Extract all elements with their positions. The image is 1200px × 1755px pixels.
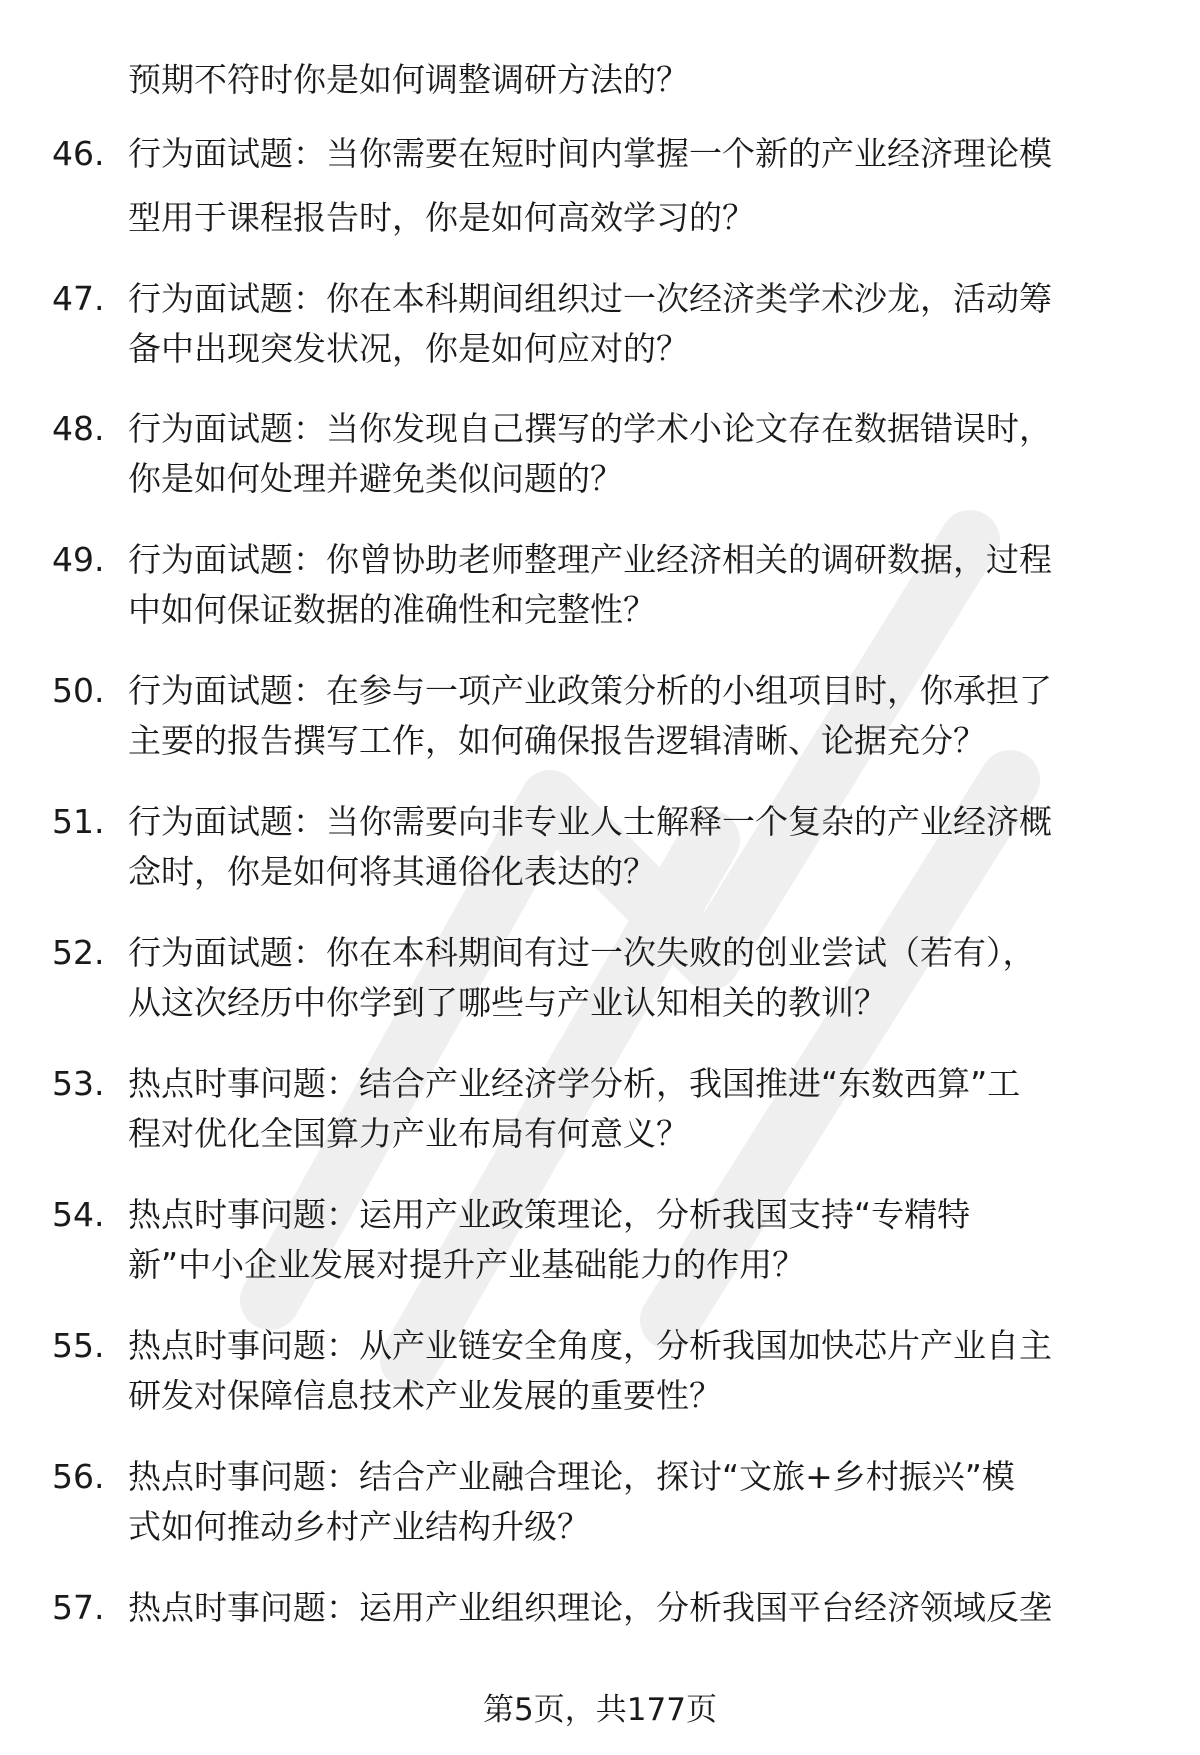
item-text-line: 型用于课程报告时，你是如何高效学习的？ [128, 198, 755, 237]
continuation-line: 预期不符时你是如何调整调研方法的？ [128, 60, 689, 99]
item-text-line: 行为面试题：在参与一项产业政策分析的小组项目时，你承担了 [128, 671, 1052, 710]
item-text-line: 热点时事问题：运用产业政策理论，分析我国支持“专精特 [128, 1195, 971, 1234]
item-text-line: 热点时事问题：从产业链安全角度，分析我国加快芯片产业自主 [128, 1326, 1052, 1365]
item-text-line: 程对优化全国算力产业布局有何意义？ [128, 1114, 689, 1153]
item-text-line: 新”中小企业发展对提升产业基础能力的作用？ [128, 1245, 806, 1284]
item-text-line: 热点时事问题：结合产业经济学分析，我国推进“东数西算”工 [128, 1064, 1021, 1103]
item-text-line: 行为面试题：当你发现自己撰写的学术小论文存在数据错误时， [128, 409, 1052, 448]
item-text-line: 中如何保证数据的准确性和完整性？ [128, 590, 656, 629]
item-text-line: 行为面试题：当你需要在短时间内掌握一个新的产业经济理论模 [128, 134, 1052, 173]
item-text-line: 行为面试题：当你需要向非专业人士解释一个复杂的产业经济概 [128, 802, 1052, 841]
item-text-line: 行为面试题：你在本科期间有过一次失败的创业尝试（若有）， [128, 933, 1036, 972]
item-text-line: 热点时事问题：运用产业组织理论，分析我国平台经济领域反垄 [128, 1588, 1052, 1627]
item-text-line: 备中出现突发状况，你是如何应对的？ [128, 329, 689, 368]
item-number: 47. [52, 279, 105, 318]
item-text-line: 主要的报告撰写工作，如何确保报告逻辑清晰、论据充分？ [128, 721, 986, 760]
item-text-line: 念时，你是如何将其通俗化表达的？ [128, 852, 656, 891]
item-text-line: 式如何推动乡村产业结构升级？ [128, 1507, 590, 1546]
item-text-line: 行为面试题：你在本科期间组织过一次经济类学术沙龙，活动筹 [128, 279, 1052, 318]
item-number: 55. [52, 1326, 105, 1365]
page-footer: 第5页，共177页 [483, 1692, 717, 1728]
item-text-line: 行为面试题：你曾协助老师整理产业经济相关的调研数据，过程 [128, 540, 1052, 579]
item-number: 52. [52, 933, 105, 972]
item-text-line: 从这次经历中你学到了哪些与产业认知相关的教训？ [128, 983, 887, 1022]
item-number: 51. [52, 802, 105, 841]
item-number: 56. [52, 1457, 105, 1496]
item-number: 48. [52, 409, 105, 448]
item-text-line: 研发对保障信息技术产业发展的重要性？ [128, 1376, 722, 1415]
item-number: 57. [52, 1588, 105, 1627]
item-text-line: 你是如何处理并避免类似问题的？ [128, 459, 623, 498]
item-number: 49. [52, 540, 105, 579]
item-number: 54. [52, 1195, 105, 1234]
item-number: 46. [52, 134, 105, 173]
item-number: 50. [52, 671, 105, 710]
item-text-line: 热点时事问题：结合产业融合理论，探讨“文旅+乡村振兴”模 [128, 1457, 1015, 1496]
item-number: 53. [52, 1064, 105, 1103]
